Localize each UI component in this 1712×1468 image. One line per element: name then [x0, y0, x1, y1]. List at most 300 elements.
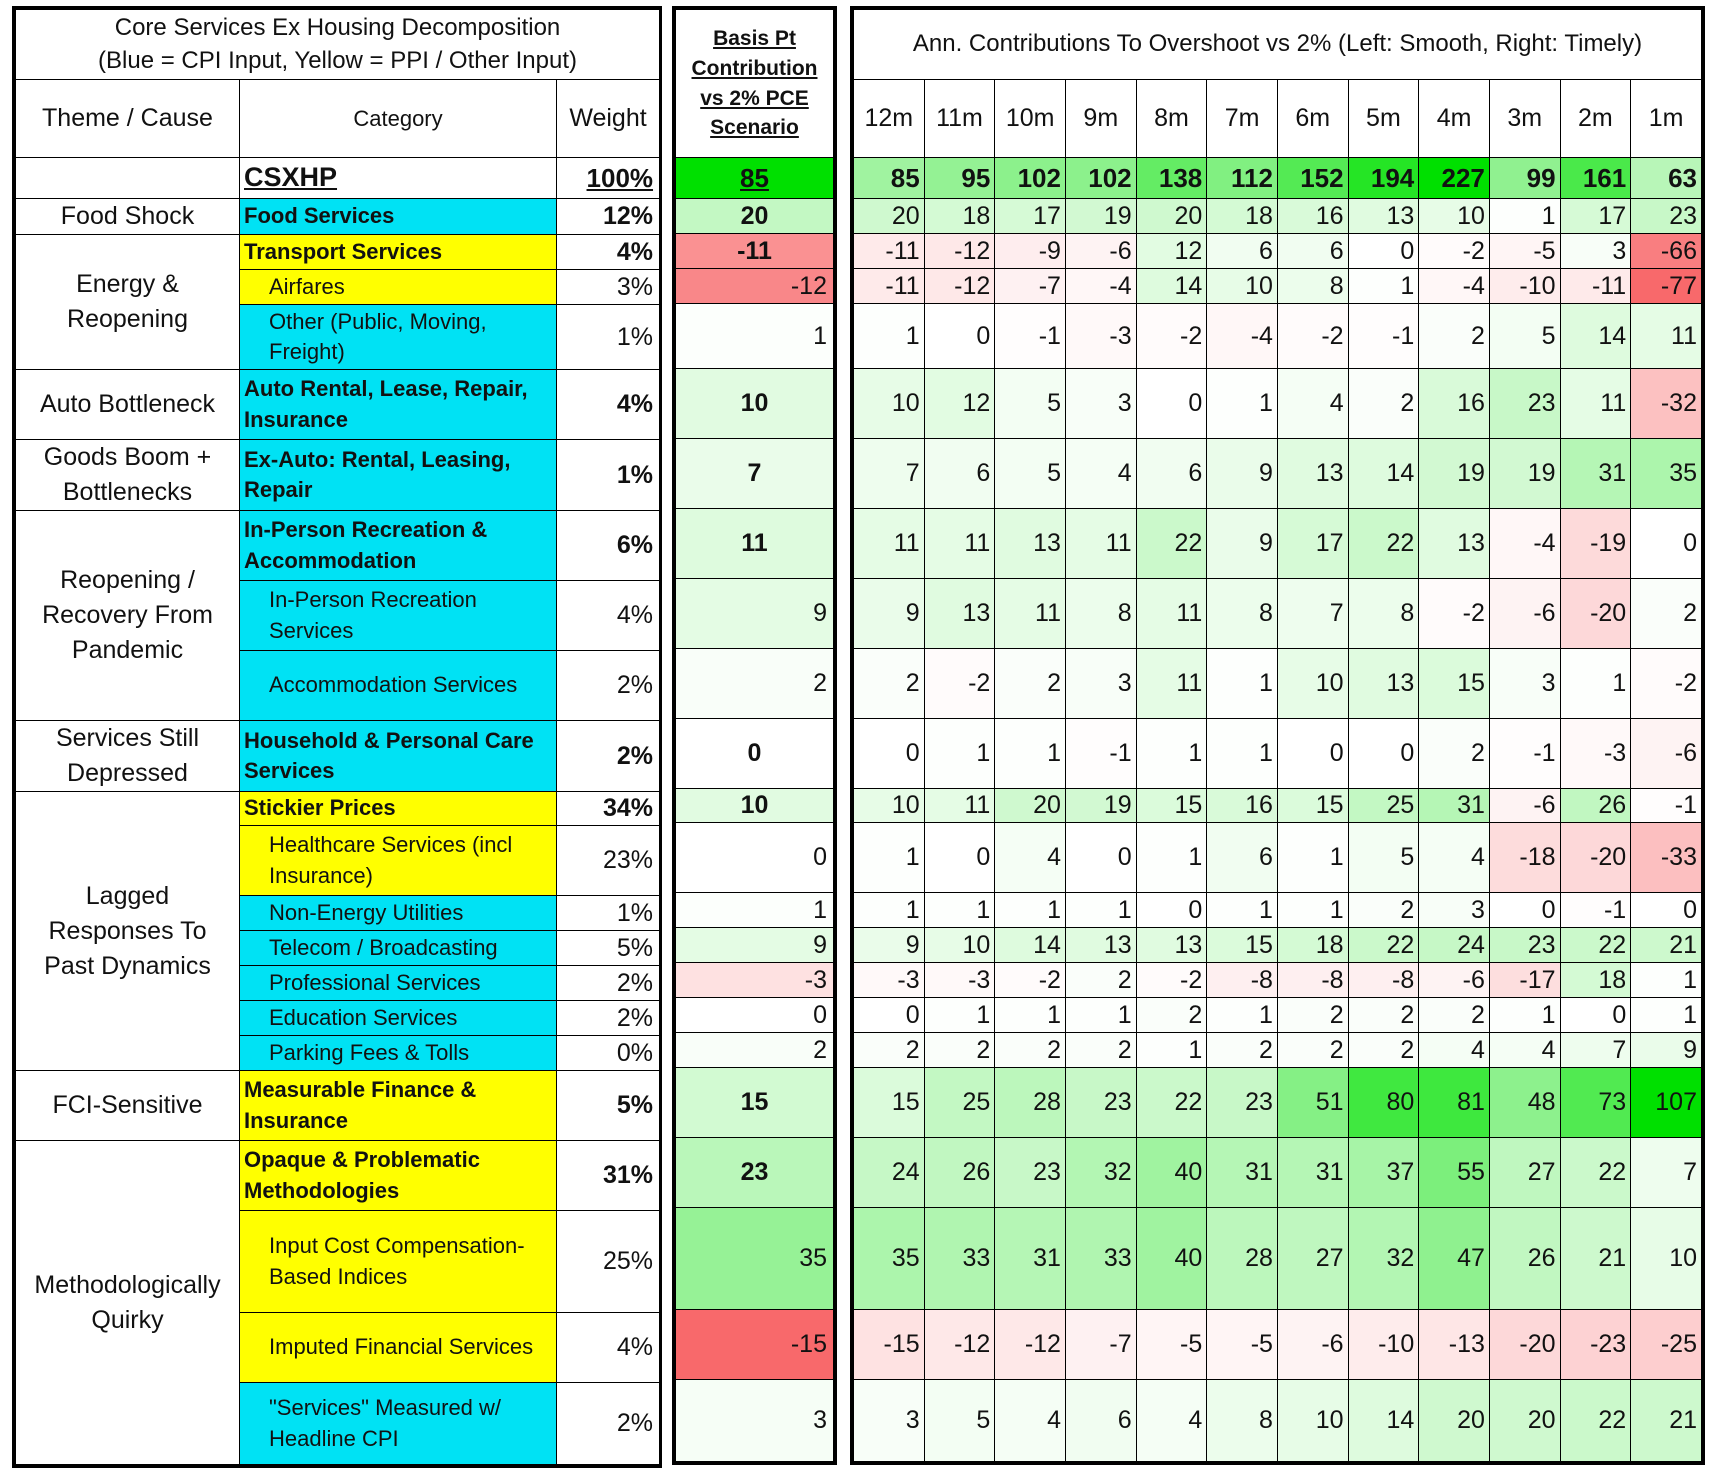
contribution-cell: 11 [1136, 579, 1207, 649]
contribution-cell: 0 [1348, 719, 1419, 789]
table-row [854, 369, 1702, 439]
contribution-cell: 27 [1277, 1208, 1348, 1310]
contribution-cell: -4 [1207, 304, 1278, 369]
contribution-cell: 9 [1631, 1033, 1702, 1068]
contribution-cell: -12 [924, 269, 995, 304]
contribution-cell: 22 [1348, 928, 1419, 963]
contribution-cell: -12 [924, 234, 995, 269]
contribution-cell: 0 [854, 998, 925, 1033]
table-row [16, 370, 660, 440]
basis-point-cell: 15 [676, 1068, 834, 1138]
table-row [854, 649, 1702, 719]
table-row [854, 998, 1702, 1033]
basis-point-cell: 7 [676, 439, 834, 509]
contribution-cell: 22 [1560, 1138, 1631, 1208]
contribution-cell: -1 [995, 304, 1066, 369]
basis-point-table [675, 9, 834, 1462]
contribution-cell: -25 [1631, 1310, 1702, 1380]
basis-point-cell: 20 [676, 199, 834, 234]
table-row [854, 509, 1702, 579]
contribution-cell: 3 [1489, 649, 1560, 719]
contribution-cell: 2 [995, 1033, 1066, 1068]
weight-cell: 1% [557, 440, 660, 511]
theme-cell: Reopening / Recovery From Pandemic [16, 511, 240, 721]
contribution-cell: 1 [1277, 893, 1348, 928]
contribution-cell: 14 [1348, 439, 1419, 509]
category-cell: In-Person Recreation & Accommodation [240, 511, 557, 581]
table-row [16, 440, 660, 511]
category-header: Category [240, 80, 557, 158]
basis-point-cell: -12 [676, 269, 834, 304]
contribution-cell: 2 [1277, 1033, 1348, 1068]
contribution-cell: -13 [1419, 1310, 1490, 1380]
contribution-cell: -6 [1489, 789, 1560, 823]
contribution-cell: 11 [924, 509, 995, 579]
month-header: 6m [1277, 80, 1348, 158]
table-row [676, 928, 834, 963]
contribution-cell: 15 [1419, 649, 1490, 719]
contribution-cell: 0 [1631, 893, 1702, 928]
contribution-cell: 9 [854, 579, 925, 649]
contribution-cell: 2 [1348, 893, 1419, 928]
weight-cell: 3% [557, 270, 660, 305]
table-row [676, 1138, 834, 1208]
contribution-cell: 152 [1277, 158, 1348, 199]
contribution-cell: 10 [854, 789, 925, 823]
contribution-cell: -4 [1419, 269, 1490, 304]
contribution-cell: 33 [1065, 1208, 1136, 1310]
category-cell: Non-Energy Utilities [240, 896, 557, 931]
table-row [676, 269, 834, 304]
weight-cell: 12% [557, 199, 660, 235]
contribution-cell: 3 [1560, 234, 1631, 269]
contribution-cell: 10 [1277, 649, 1348, 719]
contribution-cell: 1 [1207, 998, 1278, 1033]
contribution-cell: -33 [1631, 823, 1702, 893]
category-cell: Input Cost Compensation-Based Indices [240, 1211, 557, 1313]
contribution-cell: 20 [854, 199, 925, 234]
table-row [676, 719, 834, 789]
contribution-cell: 227 [1419, 158, 1490, 199]
month-header: 8m [1136, 80, 1207, 158]
contributions-table [853, 9, 1702, 1462]
month-header: 5m [1348, 80, 1419, 158]
basis-point-cell: 85 [676, 158, 834, 199]
weight-cell: 23% [557, 826, 660, 896]
contribution-cell: 6 [1207, 234, 1278, 269]
basis-point-cell: 2 [676, 1033, 834, 1068]
table-row [16, 511, 660, 581]
contribution-cell: 4 [995, 823, 1066, 893]
table-row [676, 304, 834, 369]
theme-cell: Services Still Depressed [16, 721, 240, 792]
table-row [854, 893, 1702, 928]
contribution-cell: 1 [1489, 998, 1560, 1033]
contribution-cell: 16 [1419, 369, 1490, 439]
contribution-cell: 12 [924, 369, 995, 439]
contribution-cell: 1 [1277, 823, 1348, 893]
contribution-cell: -2 [1419, 579, 1490, 649]
contribution-cell: 1 [995, 719, 1066, 789]
basis-point-header-line: Scenario [710, 116, 799, 140]
category-table [15, 9, 660, 1465]
contribution-cell: 2 [1277, 998, 1348, 1033]
contribution-cell: 28 [995, 1068, 1066, 1138]
table-row [854, 234, 1702, 269]
theme-cell: Auto Bottleneck [16, 370, 240, 440]
weight-cell: 4% [557, 1313, 660, 1383]
contribution-cell: -5 [1136, 1310, 1207, 1380]
contribution-cell: 10 [854, 369, 925, 439]
contribution-cell: 107 [1631, 1068, 1702, 1138]
contribution-cell: 13 [1419, 509, 1490, 579]
contribution-cell: 0 [854, 719, 925, 789]
contribution-cell: 35 [854, 1208, 925, 1310]
weight-cell: 2% [557, 721, 660, 792]
contribution-cell: 22 [1560, 1380, 1631, 1462]
contribution-cell: -3 [924, 963, 995, 998]
weight-cell: 100% [557, 158, 660, 199]
contribution-cell: 4 [1489, 1033, 1560, 1068]
basis-point-cell: 10 [676, 369, 834, 439]
category-cell: Healthcare Services (incl Insurance) [240, 826, 557, 896]
table-row [854, 199, 1702, 234]
category-cell: Transport Services [240, 235, 557, 270]
table-row [676, 963, 834, 998]
basis-point-cell: 0 [676, 823, 834, 893]
weight-cell: 1% [557, 896, 660, 931]
contribution-cell: -2 [995, 963, 1066, 998]
contribution-cell: -2 [1136, 304, 1207, 369]
contribution-cell: -20 [1489, 1310, 1560, 1380]
contribution-cell: 3 [1065, 649, 1136, 719]
contribution-cell: 19 [1419, 439, 1490, 509]
table-row [676, 199, 834, 234]
table-row [16, 1071, 660, 1141]
contribution-cell: 1 [854, 823, 925, 893]
table-row [854, 1068, 1702, 1138]
table-row [854, 1138, 1702, 1208]
contribution-cell: 14 [1560, 304, 1631, 369]
contribution-cell: 7 [1631, 1138, 1702, 1208]
category-cell: Auto Rental, Lease, Repair, Insurance [240, 370, 557, 440]
contribution-cell: -8 [1348, 963, 1419, 998]
contribution-cell: 0 [1631, 509, 1702, 579]
theme-cell: Lagged Responses To Past Dynamics [16, 792, 240, 1071]
category-cell: In-Person Recreation Services [240, 581, 557, 651]
basis-point-cell: 2 [676, 649, 834, 719]
contribution-cell: 80 [1348, 1068, 1419, 1138]
contribution-cell: 48 [1489, 1068, 1560, 1138]
contribution-cell: -15 [854, 1310, 925, 1380]
table-row [854, 269, 1702, 304]
contribution-cell: 11 [1136, 649, 1207, 719]
contribution-cell: -6 [1489, 579, 1560, 649]
contribution-cell: 2 [1348, 998, 1419, 1033]
theme-cell [16, 158, 240, 199]
contribution-cell: 23 [1065, 1068, 1136, 1138]
table-row [676, 369, 834, 439]
contribution-cell: 2 [1348, 1033, 1419, 1068]
contribution-cell: -10 [1489, 269, 1560, 304]
contribution-cell: -11 [854, 234, 925, 269]
theme-header: Theme / Cause [16, 80, 240, 158]
contribution-cell: 1 [995, 893, 1066, 928]
basis-point-cell: 1 [676, 304, 834, 369]
contribution-cell: 31 [1560, 439, 1631, 509]
contribution-cell: 2 [854, 649, 925, 719]
theme-cell: Energy & Reopening [16, 235, 240, 370]
weight-cell: 6% [557, 511, 660, 581]
contribution-cell: 23 [995, 1138, 1066, 1208]
contribution-cell: -20 [1560, 823, 1631, 893]
contribution-cell: 4 [1136, 1380, 1207, 1462]
contribution-cell: 51 [1277, 1068, 1348, 1138]
weight-header: Weight [557, 80, 660, 158]
contribution-cell: -19 [1560, 509, 1631, 579]
contribution-cell: 31 [1419, 789, 1490, 823]
contribution-cell: -32 [1631, 369, 1702, 439]
contribution-cell: 15 [1277, 789, 1348, 823]
contribution-cell: -11 [1560, 269, 1631, 304]
contribution-cell: 20 [1136, 199, 1207, 234]
basis-point-cell: 10 [676, 789, 834, 823]
contribution-cell: 2 [1065, 963, 1136, 998]
weight-cell: 2% [557, 1383, 660, 1465]
weight-cell: 4% [557, 235, 660, 270]
basis-point-block [672, 6, 837, 1465]
weight-cell: 5% [557, 931, 660, 966]
contribution-cell: -2 [1631, 649, 1702, 719]
contribution-cell: 1 [1207, 893, 1278, 928]
weight-cell: 31% [557, 1141, 660, 1211]
contribution-cell: 3 [854, 1380, 925, 1462]
contribution-cell: 12 [1136, 234, 1207, 269]
contribution-cell: 2 [1348, 369, 1419, 439]
table-row [854, 304, 1702, 369]
contribution-cell: 10 [924, 928, 995, 963]
contribution-cell: -11 [854, 269, 925, 304]
contribution-cell: 85 [854, 158, 925, 199]
category-cell: Professional Services [240, 966, 557, 1001]
contribution-cell: 18 [1277, 928, 1348, 963]
table-row [676, 789, 834, 823]
category-cell: Parking Fees & Tolls [240, 1036, 557, 1071]
contribution-cell: 1 [1136, 823, 1207, 893]
basis-point-cell: -11 [676, 234, 834, 269]
table-row [676, 1380, 834, 1462]
contribution-cell: -10 [1348, 1310, 1419, 1380]
contribution-cell: 20 [1489, 1380, 1560, 1462]
contribution-cell: 19 [1489, 439, 1560, 509]
contribution-cell: 5 [924, 1380, 995, 1462]
table-row [676, 509, 834, 579]
contribution-cell: -12 [995, 1310, 1066, 1380]
category-cell: Stickier Prices [240, 792, 557, 826]
basis-point-cell: 0 [676, 719, 834, 789]
contribution-cell: 8 [1065, 579, 1136, 649]
table-row [676, 158, 834, 199]
table-row [854, 158, 1702, 199]
table-row [854, 439, 1702, 509]
category-cell: Food Services [240, 199, 557, 235]
table-row [854, 789, 1702, 823]
contribution-cell: -2 [924, 649, 995, 719]
contribution-cell: 5 [995, 369, 1066, 439]
contribution-cell: 32 [1348, 1208, 1419, 1310]
contribution-cell: 1 [1207, 649, 1278, 719]
contribution-cell: 22 [1560, 928, 1631, 963]
contribution-cell: 20 [1419, 1380, 1490, 1462]
basis-point-header-line: Contribution [691, 56, 818, 80]
contribution-cell: 18 [1207, 199, 1278, 234]
weight-cell: 2% [557, 1001, 660, 1036]
contribution-cell: 21 [1631, 928, 1702, 963]
category-cell: Other (Public, Moving, Freight) [240, 305, 557, 370]
theme-cell: Food Shock [16, 199, 240, 235]
contribution-cell: 2 [1419, 719, 1490, 789]
month-header: 9m [1065, 80, 1136, 158]
contribution-cell: 0 [1348, 234, 1419, 269]
contribution-cell: 2 [1065, 1033, 1136, 1068]
contribution-cell: -6 [1277, 1310, 1348, 1380]
month-header: 4m [1419, 80, 1490, 158]
table-row [854, 963, 1702, 998]
contribution-cell: 0 [924, 304, 995, 369]
weight-cell: 34% [557, 792, 660, 826]
contribution-cell: 2 [1136, 998, 1207, 1033]
contribution-cell: 102 [995, 158, 1066, 199]
month-header: 2m [1560, 80, 1631, 158]
table-row [676, 893, 834, 928]
contribution-cell: 17 [1277, 509, 1348, 579]
contribution-cell: 11 [1631, 304, 1702, 369]
table-row [676, 579, 834, 649]
weight-cell: 4% [557, 370, 660, 440]
table-row [854, 579, 1702, 649]
table-row [16, 199, 660, 235]
contribution-cell: -6 [1631, 719, 1702, 789]
contribution-cell: 13 [1065, 928, 1136, 963]
contribution-cell: 21 [1560, 1208, 1631, 1310]
contribution-cell: 1 [1560, 649, 1631, 719]
contribution-cell: 31 [995, 1208, 1066, 1310]
contribution-cell: 31 [1207, 1138, 1278, 1208]
contribution-cell: 18 [1560, 963, 1631, 998]
contribution-cell: 16 [1277, 199, 1348, 234]
contribution-cell: 11 [1560, 369, 1631, 439]
left-block [12, 6, 662, 1468]
theme-cell: Methodologically Quirky [16, 1141, 240, 1465]
table-row [676, 998, 834, 1033]
contribution-cell: -2 [1277, 304, 1348, 369]
contribution-cell: 55 [1419, 1138, 1490, 1208]
contribution-cell: 26 [1560, 789, 1631, 823]
basis-point-cell: 11 [676, 509, 834, 579]
category-cell: Telecom / Broadcasting [240, 931, 557, 966]
contribution-cell: 2 [1207, 1033, 1278, 1068]
table-row [16, 235, 660, 270]
basis-point-cell: -15 [676, 1310, 834, 1380]
month-header: 12m [854, 80, 925, 158]
contribution-cell: 16 [1207, 789, 1278, 823]
contribution-cell: 10 [1631, 1208, 1702, 1310]
category-cell: Household & Personal Care Services [240, 721, 557, 792]
contribution-cell: 0 [1136, 893, 1207, 928]
contribution-cell: 1 [924, 893, 995, 928]
contribution-cell: 13 [1277, 439, 1348, 509]
weight-cell: 2% [557, 966, 660, 1001]
table-row [676, 1033, 834, 1068]
contribution-cell: 37 [1348, 1138, 1419, 1208]
contribution-cell: 81 [1419, 1068, 1490, 1138]
contribution-cell: 1 [1136, 719, 1207, 789]
month-header: 3m [1489, 80, 1560, 158]
contribution-cell: -12 [924, 1310, 995, 1380]
contributions-title: Ann. Contributions To Overshoot vs 2% (Left: Smooth, Right: Timely) [854, 10, 1702, 80]
contribution-cell: 14 [1136, 269, 1207, 304]
contribution-cell: 14 [995, 928, 1066, 963]
contribution-cell: 10 [1419, 199, 1490, 234]
table-row [16, 1141, 660, 1211]
contribution-cell: 13 [1348, 649, 1419, 719]
contribution-cell: 0 [1065, 823, 1136, 893]
contribution-cell: 4 [1419, 823, 1490, 893]
basis-point-cell: 9 [676, 579, 834, 649]
contribution-cell: -6 [1419, 963, 1490, 998]
basis-point-cell: -3 [676, 963, 834, 998]
contribution-cell: 2 [924, 1033, 995, 1068]
contribution-cell: -1 [1489, 719, 1560, 789]
contribution-cell: 13 [1348, 199, 1419, 234]
contribution-cell: 14 [1348, 1380, 1419, 1462]
weight-cell: 25% [557, 1211, 660, 1313]
contribution-cell: 1 [854, 893, 925, 928]
table-row [854, 823, 1702, 893]
contribution-cell: 95 [924, 158, 995, 199]
contribution-cell: 99 [1489, 158, 1560, 199]
contribution-cell: 22 [1136, 1068, 1207, 1138]
weight-cell: 0% [557, 1036, 660, 1071]
contribution-cell: 9 [1207, 439, 1278, 509]
contribution-cell: 8 [1207, 579, 1278, 649]
contribution-cell: 63 [1631, 158, 1702, 199]
contribution-cell: 40 [1136, 1208, 1207, 1310]
contribution-cell: 3 [1419, 893, 1490, 928]
contribution-cell: -1 [1348, 304, 1419, 369]
category-cell: Education Services [240, 1001, 557, 1036]
contribution-cell: 1 [1207, 369, 1278, 439]
contribution-cell: 15 [1136, 789, 1207, 823]
contribution-cell: 4 [1419, 1033, 1490, 1068]
contribution-cell: 8 [1207, 1380, 1278, 1462]
contribution-cell: 5 [1348, 823, 1419, 893]
contribution-cell: 5 [995, 439, 1066, 509]
contribution-cell: 1 [1631, 998, 1702, 1033]
contribution-cell: 8 [1277, 269, 1348, 304]
table-row [854, 1208, 1702, 1310]
contribution-cell: -77 [1631, 269, 1702, 304]
month-header: 10m [995, 80, 1066, 158]
contribution-cell: -1 [1560, 893, 1631, 928]
category-cell: Airfares [240, 270, 557, 305]
contribution-cell: 6 [1065, 1380, 1136, 1462]
month-header: 7m [1207, 80, 1278, 158]
contribution-cell: 161 [1560, 158, 1631, 199]
basis-point-header [676, 10, 834, 158]
contribution-cell: -6 [1065, 234, 1136, 269]
contribution-cell: 20 [995, 789, 1066, 823]
